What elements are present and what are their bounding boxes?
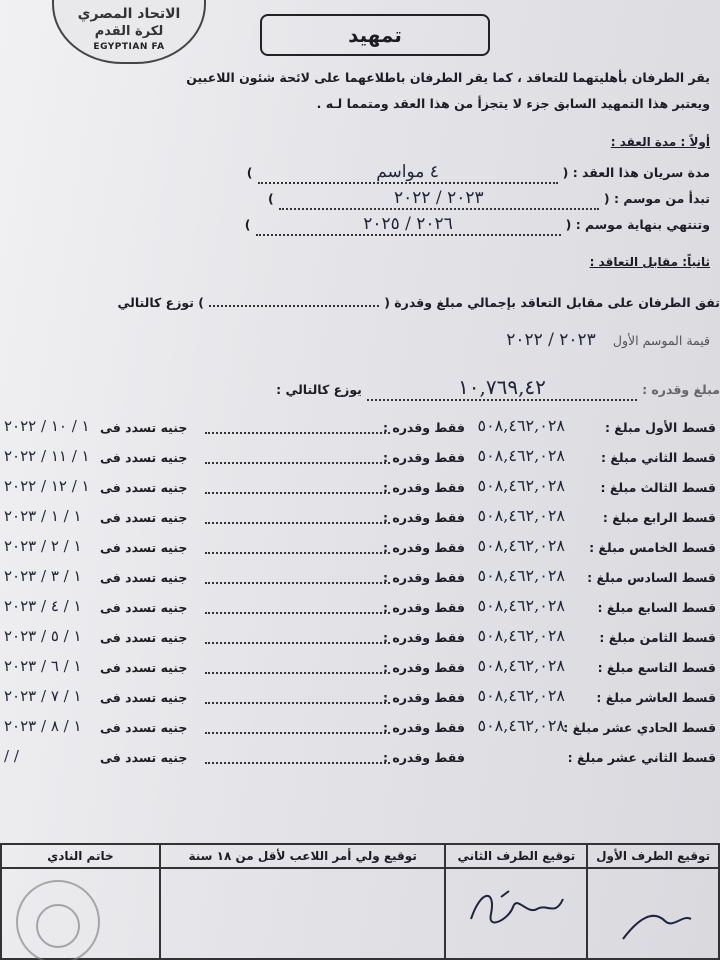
installment-words-field	[205, 672, 390, 674]
preamble-line-2: ويعتبر هذا التمهيد السابق جزء لا يتجزأ من هذا العقد ومتمما لـه .	[316, 96, 710, 111]
installment-label: قسط الخامس مبلغ :	[589, 540, 716, 555]
end-season-field	[256, 214, 561, 236]
installment-only-amount-label: فقط وقدره :	[382, 690, 465, 705]
installment-label: قسط السادس مبلغ :	[587, 570, 716, 585]
installment-date: ١ / ١٢ / ٢٠٢٢	[4, 477, 90, 495]
installment-amount: ٥٠٨,٤٦٢,٠٢٨	[477, 716, 565, 735]
installment-label: قسط الثاني مبلغ :	[601, 450, 716, 465]
installment-row	[0, 568, 720, 598]
start-season-row	[240, 188, 710, 210]
duration-value: ٤ مواسم	[376, 162, 439, 182]
installment-only-amount-label: فقط وقدره :	[382, 750, 465, 765]
club-stamp-emblem	[36, 904, 80, 948]
second-party-signature-mark	[451, 869, 581, 949]
installment-due-label: جنيه تسدد فى	[100, 510, 188, 525]
duration-label: مدة سريان هذا العقد : (	[562, 165, 710, 180]
installments-rows	[0, 418, 720, 778]
season-total-row	[200, 375, 720, 401]
agreement-suffix: ) توزع كالتالي	[117, 295, 204, 310]
installment-amount: ٥٠٨,٤٦٢,٠٢٨	[477, 626, 565, 645]
first-party-signature-mark	[593, 869, 713, 949]
installment-due-label: جنيه تسدد فى	[100, 750, 188, 765]
installment-amount: ٥٠٨,٤٦٢,٠٢٨	[477, 596, 565, 615]
installment-amount: ٥٠٨,٤٦٢,٠٢٨	[477, 506, 565, 525]
installment-date: ١ / ٧ / ٢٠٢٣	[4, 687, 82, 705]
first-party-signature-header: توقيع الطرف الأول	[587, 844, 719, 868]
season-total-suffix: يوزع كالتالي :	[276, 382, 362, 397]
installment-only-amount-label: فقط وقدره :	[382, 420, 465, 435]
installment-row	[0, 658, 720, 688]
installment-date: ١ / ٥ / ٢٠٢٣	[4, 627, 82, 645]
start-season-label: تبدأ من موسم : (	[603, 191, 710, 206]
guardian-signature-cell	[160, 868, 446, 959]
logo-line-3: EGYPTIAN FA	[93, 42, 165, 52]
installment-words-field	[205, 522, 390, 524]
end-season-label: وتنتهي بنهاية موسم : (	[565, 217, 710, 232]
installment-row	[0, 538, 720, 568]
installment-label: قسط الرابع مبلغ :	[602, 510, 716, 525]
installment-amount: ٥٠٨,٤٦٢,٠٢٨	[477, 536, 565, 555]
installment-words-field	[205, 612, 390, 614]
second-party-signature-header: توقيع الطرف الثاني	[445, 844, 587, 868]
installment-date: ١ / ١ / ٢٠٢٣	[4, 507, 82, 525]
first-party-signature-cell	[587, 868, 719, 959]
season-one-value: ٢٠٢٣ / ٢٠٢٢	[506, 330, 596, 350]
document-title: تمهيد	[260, 14, 490, 56]
installment-label: قسط العاشر مبلغ :	[596, 690, 716, 705]
installment-row	[0, 508, 720, 538]
start-season-close: )	[268, 191, 274, 206]
installment-words-field	[205, 642, 390, 644]
logo-line-2: لكرة القدم	[94, 24, 164, 39]
installment-only-amount-label: فقط وقدره :	[382, 600, 465, 615]
installment-only-amount-label: فقط وقدره :	[382, 660, 465, 675]
installment-label: قسط الحادي عشر مبلغ :	[563, 720, 716, 735]
logo-line-1: الاتحاد المصري	[77, 6, 181, 22]
efa-logo	[52, 0, 206, 64]
end-season-value: ٢٠٢٦ / ٢٠٢٥	[363, 214, 453, 234]
installment-amount: ٥٠٨,٤٦٢,٠٢٨	[477, 566, 565, 585]
section-contract-fee-heading: ثانياً: مقابل التعاقد :	[589, 255, 710, 269]
guardian-signature-header: توقيع ولي أمر اللاعب لأقل من ١٨ سنة	[160, 844, 446, 868]
installment-words-field	[205, 552, 390, 554]
installment-words-field	[205, 702, 390, 704]
installment-due-label: جنيه تسدد فى	[100, 450, 188, 465]
agreement-row	[100, 292, 720, 311]
duration-row	[240, 162, 710, 184]
season-total-label: مبلغ وقدره :	[642, 382, 720, 397]
installment-date: ١ / ٤ / ٢٠٢٣	[4, 597, 82, 615]
installment-due-label: جنيه تسدد فى	[100, 480, 188, 495]
installment-label: قسط الأول مبلغ :	[604, 420, 716, 435]
installment-due-label: جنيه تسدد فى	[100, 690, 188, 705]
installment-words-field	[205, 762, 390, 764]
installment-only-amount-label: فقط وقدره :	[382, 630, 465, 645]
installment-due-label: جنيه تسدد فى	[100, 720, 188, 735]
installment-row	[0, 598, 720, 628]
season-one-label: قيمة الموسم الأول	[612, 333, 710, 348]
installment-due-label: جنيه تسدد فى	[100, 660, 188, 675]
end-season-row	[240, 214, 710, 236]
installment-amount: ٥٠٨,٤٦٢,٠٢٨	[477, 446, 565, 465]
installment-row	[0, 448, 720, 478]
installment-due-label: جنيه تسدد فى	[100, 630, 188, 645]
signature-table	[0, 843, 720, 960]
installments-list	[0, 418, 720, 778]
start-season-field	[279, 188, 599, 210]
installment-amount: ٥٠٨,٤٦٢,٠٢٨	[477, 656, 565, 675]
installment-only-amount-label: فقط وقدره :	[382, 450, 465, 465]
duration-field	[258, 162, 558, 184]
installment-row	[0, 748, 720, 778]
installment-due-label: جنيه تسدد فى	[100, 420, 188, 435]
installment-date: ١ / ٣ / ٢٠٢٣	[4, 567, 82, 585]
installment-only-amount-label: فقط وقدره :	[382, 510, 465, 525]
second-party-signature-cell	[445, 868, 587, 959]
installment-row	[0, 418, 720, 448]
installment-words-field	[205, 462, 390, 464]
end-season-close: )	[244, 217, 251, 232]
installment-due-label: جنيه تسدد فى	[100, 540, 188, 555]
installment-label: قسط السابع مبلغ :	[597, 600, 716, 615]
preamble-line-1: يقر الطرفان بأهليتهما للتعاقد ، كما يقر الطرفان باطلاعهما على لائحة شئون اللاعبين	[186, 70, 710, 85]
club-seal-header: خاتم النادي	[1, 844, 160, 868]
installment-label: قسط التاسع مبلغ :	[597, 660, 716, 675]
season-total-field	[367, 375, 637, 401]
installment-date: ١ / ١١ / ٢٠٢٢	[4, 447, 90, 465]
installment-date: ١ / ١٠ / ٢٠٢٢	[4, 417, 90, 435]
installment-date: ١ / ٦ / ٢٠٢٣	[4, 657, 82, 675]
installment-label: قسط الثاني عشر مبلغ :	[567, 750, 716, 765]
installment-date: ١ / ٢ / ٢٠٢٣	[4, 537, 82, 555]
installment-amount: ٥٠٨,٤٦٢,٠٢٨	[477, 476, 565, 495]
installment-words-field	[205, 432, 390, 434]
season-one-row	[506, 330, 710, 350]
installment-row	[0, 688, 720, 718]
installment-only-amount-label: فقط وقدره :	[382, 720, 465, 735]
installment-amount: ٥٠٨,٤٦٢,٠٢٨	[477, 686, 565, 705]
season-total-value: ١٠,٧٦٩,٤٢	[458, 375, 546, 399]
club-stamp	[16, 880, 100, 960]
installment-row	[0, 478, 720, 508]
installment-date: ١ / ٨ / ٢٠٢٣	[4, 717, 82, 735]
agreement-total-field	[209, 305, 379, 307]
installment-only-amount-label: فقط وقدره :	[382, 570, 465, 585]
section-contract-duration-heading: أولاً : مدة العقد :	[610, 135, 710, 149]
installment-due-label: جنيه تسدد فى	[100, 570, 188, 585]
installment-due-label: جنيه تسدد فى	[100, 600, 188, 615]
installment-date: / /	[4, 747, 19, 765]
installment-words-field	[205, 582, 390, 584]
installment-words-field	[205, 492, 390, 494]
installment-label: قسط الثالث مبلغ :	[600, 480, 716, 495]
start-season-value: ٢٠٢٣ / ٢٠٢٢	[394, 188, 484, 208]
installment-only-amount-label: فقط وقدره :	[382, 540, 465, 555]
installment-only-amount-label: فقط وقدره :	[382, 480, 465, 495]
installment-words-field	[205, 732, 390, 734]
installment-row	[0, 628, 720, 658]
duration-close: )	[246, 165, 253, 180]
installment-row	[0, 718, 720, 748]
installment-amount: ٥٠٨,٤٦٢,٠٢٨	[477, 416, 565, 435]
installment-label: قسط الثامن مبلغ :	[599, 630, 716, 645]
agreement-label: تفق الطرفان على مقابل التعاقد بإجمالي مبلغ وقدرة (	[384, 295, 720, 310]
